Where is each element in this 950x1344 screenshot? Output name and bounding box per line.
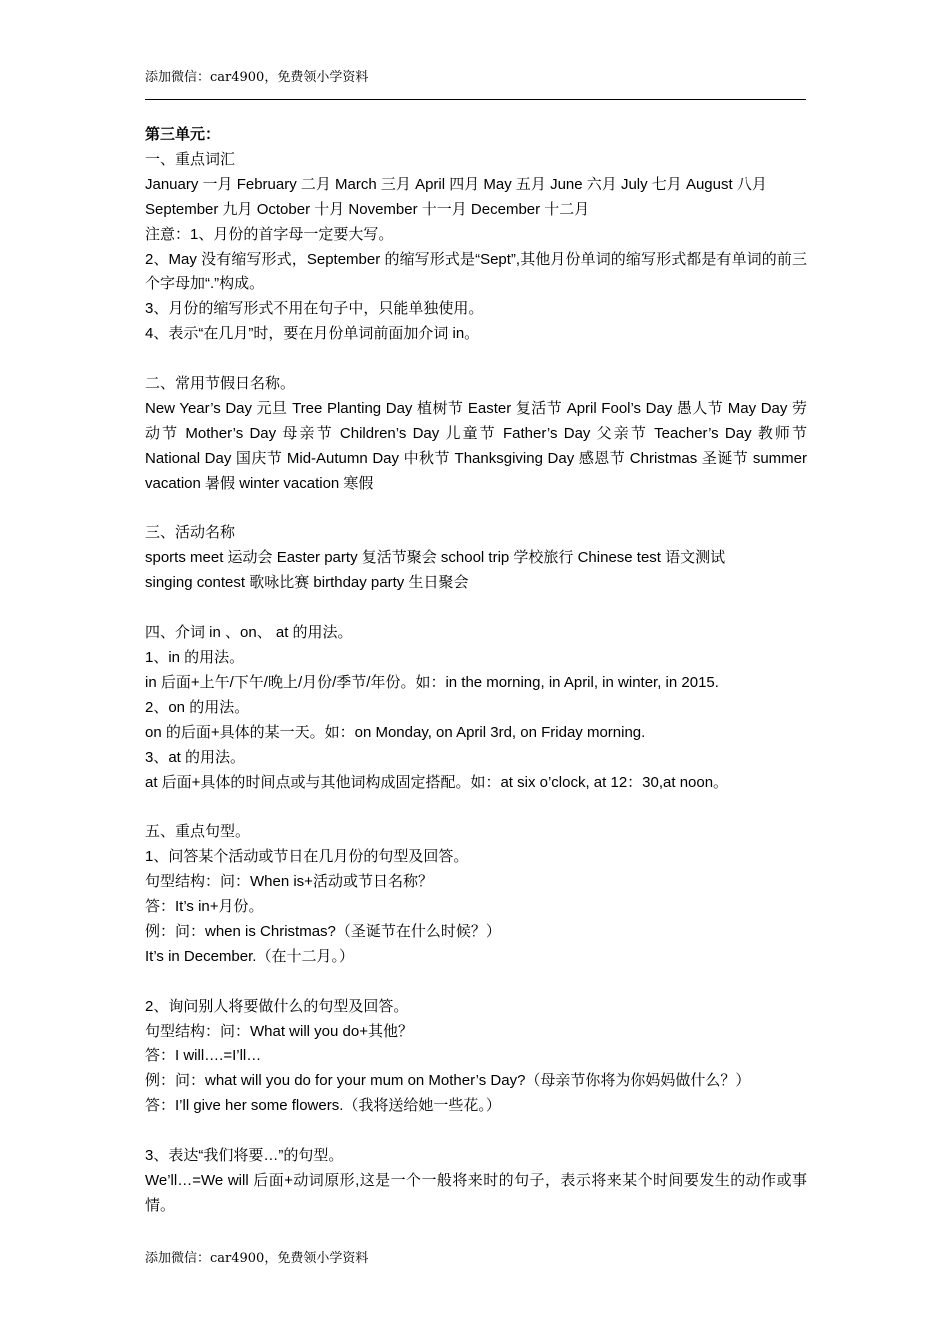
text-line: 答：I’ll give her some flowers.（我将送给她一些花。） <box>145 1097 501 1115</box>
header-rule <box>145 99 806 100</box>
blank-line <box>145 1119 807 1144</box>
section-heading: 四、介词 in 、on、 at 的用法。 <box>145 624 353 642</box>
text-line: at 后面+具体的时间点或与其他词构成固定搭配。如：at six o’clock, at 12：30,at noon。 <box>145 773 729 791</box>
text-line: January 一月 February 二月 March 三月 April 四月 May 五月 June 六月 July 七月 August 八月 <box>145 175 767 193</box>
page-header: 添加微信：car4900，免费领小学资料 <box>145 70 369 85</box>
text-line: 2、询问别人将要做什么的句型及回答。 <box>145 997 409 1015</box>
text-paragraph: 2、May 没有缩写形式，September 的缩写形式是“Sept”,其他月份单词的缩写形式都是有单词的前三个字母加“.”构成。 <box>145 250 807 293</box>
unit-title: 第三单元： <box>145 126 221 143</box>
text-line: It’s in December.（在十二月。） <box>145 947 354 965</box>
section-heading: 二、常用节假日名称。 <box>145 375 296 393</box>
text-line: 3、at 的用法。 <box>145 748 246 766</box>
text-line: sports meet 运动会 Easter party 复活节聚会 school trip 学校旅行 Chinese test 语文测试 <box>145 549 726 567</box>
page-footer: 添加微信：car4900，免费领小学资料 <box>145 1251 369 1266</box>
blank-line <box>145 497 807 522</box>
section-heading: 五、重点句型。 <box>145 823 251 841</box>
text-line: 例：问：when is Christmas?（圣诞节在什么时候？） <box>145 922 501 940</box>
text-line: 句型结构：问：When is+活动或节日名称？ <box>145 873 433 891</box>
blank-line <box>145 970 807 995</box>
text-line: singing contest 歌咏比赛 birthday party 生日聚会 <box>145 574 469 592</box>
text-paragraph: New Year’s Day 元旦 Tree Planting Day 植树节 Easter 复活节 April Fool’s Day 愚人节 May Day 劳动节 Mother’s Day 母亲节 Children’s Day 儿童节 Father’s Day 父亲节 Teacher’s Day 教师节 National Day 国庆节 Mid-Autumn Day 中秋节 Thanksgiving Day 感恩节 Christmas 圣诞节 summer vacation 暑假 winter vacation 寒假 <box>145 399 807 492</box>
document-body <box>145 123 807 1219</box>
text-line: 3、月份的缩写形式不用在句子中，只能单独使用。 <box>145 300 484 318</box>
text-line: in 后面+上午/下午/晚上/月份/季节/年份。如：in the morning, in April, in winter, in 2015. <box>145 673 719 691</box>
text-line: 例：问：what will you do for your mum on Mother’s Day?（母亲节你将为你妈妈做什么？） <box>145 1072 751 1090</box>
blank-line <box>145 347 807 372</box>
section-heading: 一、重点词汇 <box>145 150 236 168</box>
section-heading: 三、活动名称 <box>145 524 236 542</box>
text-line: 1、问答某个活动或节日在几月份的句型及回答。 <box>145 848 469 866</box>
text-line: 句型结构：问：What will you do+其他？ <box>145 1022 413 1040</box>
text-line: 1、in 的用法。 <box>145 648 245 666</box>
text-line: 注意：1、月份的首字母一定要大写。 <box>145 225 394 243</box>
text-line: 答：I will….=I’ll… <box>145 1047 262 1065</box>
blank-line <box>145 596 807 621</box>
text-line: September 九月 October 十月 November 十一月 December 十二月 <box>145 200 590 218</box>
text-paragraph: We’ll…=We will 后面+动词原形,这是一个一般将来时的句子，表示将来某个时间要发生的动作或事情。 <box>145 1171 807 1214</box>
blank-line <box>145 795 807 820</box>
text-line: 4、表示“在几月”时，要在月份单词前面加介词 in。 <box>145 325 480 343</box>
text-line: 3、表达“我们将要…”的句型。 <box>145 1147 344 1165</box>
text-line: 2、on 的用法。 <box>145 698 250 716</box>
text-line: on 的后面+具体的某一天。如：on Monday, on April 3rd, on Friday morning. <box>145 723 646 741</box>
text-line: 答：It’s in+月份。 <box>145 898 264 916</box>
